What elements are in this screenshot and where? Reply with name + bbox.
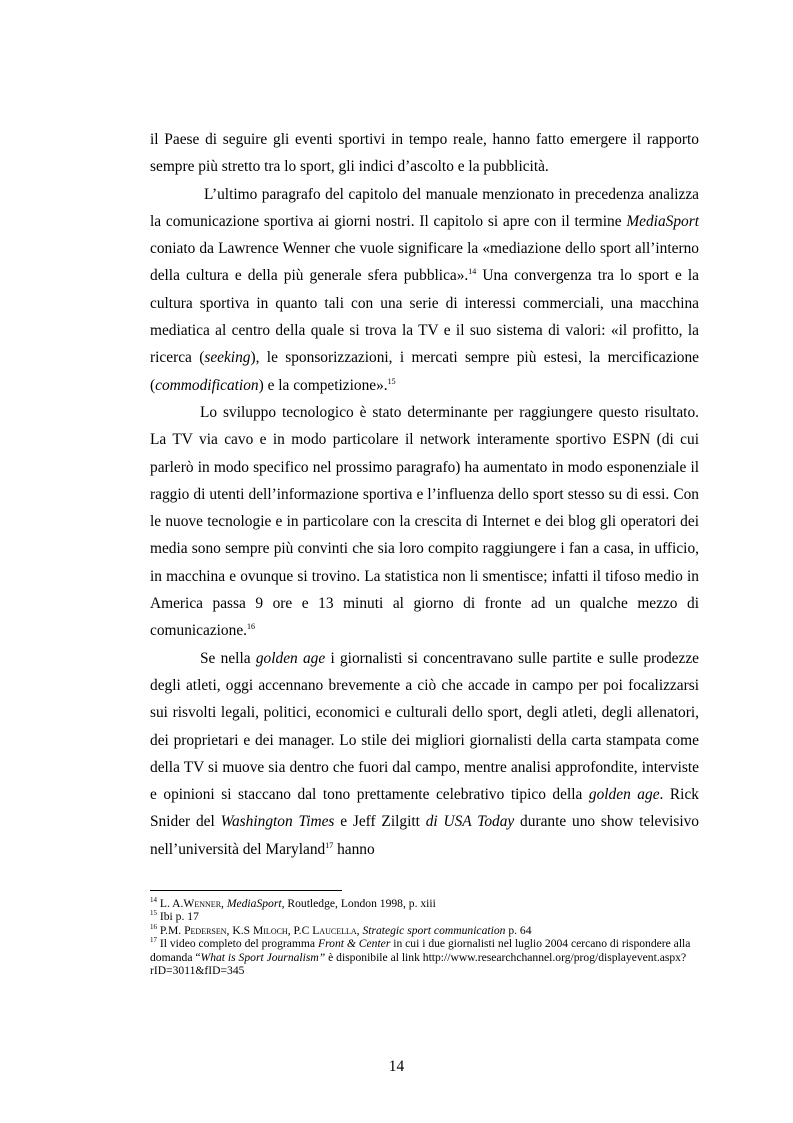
text-run: Routledge, London 1998, p. xiii: [284, 897, 436, 910]
text-run: L. A.: [157, 897, 184, 910]
text-run: P.M.: [157, 923, 185, 937]
text-run: coniato da Lawrence Wenner che vuole significare la «mediazione dello sport all’interno della cultura e della più generale sfera pubblica».: [150, 240, 699, 285]
text-run: , P.C: [287, 923, 313, 937]
text-run: L’ultimo paragrafo del capitolo del manuale menzionato in precedenza analizza la comunicazione sportiva ai giorni nostri. Il capitolo si apre con il termine: [150, 185, 699, 230]
footnote: [150, 924, 699, 937]
italic-text: di USA Today: [425, 813, 515, 831]
text-run: Miloch: [252, 923, 288, 937]
text-run: i giornalisti si concentravano sulle partite e sulle prodezze degli atleti, oggi accennano brevemente a ciò che accade in campo per poi focalizzarsi sui risvolti legali, politici, economici e culturali dello sport, degli atleti, degli allenatori, dei proprietari e dei manager. Lo stile dei migliori giornalisti della carta stampata come della TV si muove sia dentro che fuori dal campo, mentre analisi approfondite, interviste e opinioni si staccano dal tono prettamente celebrativo tipico della: [150, 649, 700, 804]
footnote-ref: 17: [325, 840, 334, 850]
text-run: hanno: [333, 840, 375, 858]
text-run: ), le sponsorizzazioni, i mercati sempre più estesi, la mercificazione (: [150, 349, 700, 394]
text-run: e Jeff Zilgitt: [334, 813, 426, 831]
text-run: ,: [356, 923, 363, 937]
text-run: Pedersen: [184, 923, 227, 937]
italic-text: Strategic sport communication: [362, 923, 506, 937]
footnote-ref: 15: [150, 909, 157, 918]
footnote-ref: 14: [150, 896, 157, 905]
italic-text: commodification: [155, 376, 259, 394]
italic-text: Front & Center: [317, 937, 391, 951]
text-run: p. 64: [505, 923, 532, 937]
text-run: ) e la competizione».: [258, 376, 388, 394]
paragraph: [150, 399, 699, 645]
text-run: Il video completo del programma: [157, 937, 318, 951]
text-run: Una convergenza tra lo sport e la cultura sportiva in quanto tali con una serie di interessi commerciali, una macchina mediatica al centro della quale si trova la TV e il suo sistema di valori: «il profitto, la ricerca (: [150, 267, 699, 367]
text-run: Laucella: [312, 923, 357, 937]
text-run: Wenner: [183, 897, 222, 910]
footnote-ref: 16: [150, 922, 157, 931]
footnote: [150, 897, 699, 910]
italic-text: MediaSport,: [226, 897, 285, 910]
text-run: durante uno show televisivo nell’università del Maryland: [150, 813, 700, 858]
italic-text: MediaSport: [626, 212, 699, 230]
text-run: in cui i due giornalisti nel luglio 2004 cercano di rispondere alla domanda “: [150, 937, 691, 964]
paragraph: [150, 645, 699, 863]
body-text: [150, 126, 699, 863]
footnotes: [150, 897, 699, 977]
footnote-ref: 17: [150, 936, 157, 945]
italic-text: What is Sport Journalism”: [200, 950, 326, 964]
footnote-ref: 16: [247, 622, 256, 632]
italic-text: Washington Times: [220, 813, 335, 831]
footnote-ref: 14: [468, 267, 477, 277]
footnote-ref: 15: [387, 376, 396, 386]
paragraph: [150, 126, 699, 181]
italic-text: seeking: [204, 349, 251, 367]
text-run: il Paese di seguire gli eventi sportivi in tempo reale, hanno fatto emergere il rapporto sempre più stretto tra lo sport, gli indici d’ascolto e la pubblicità.: [150, 131, 699, 176]
text-run: Ibi p. 17: [157, 910, 199, 924]
text-run: Se nella: [200, 649, 256, 667]
italic-text: golden age: [588, 786, 660, 804]
text-run: è disponibile al link http://www.researchchannel.org/prog/displayevent.aspx?rID=3011&fID=345: [150, 950, 687, 978]
page-number: 14: [388, 1058, 405, 1075]
paragraph: [150, 181, 699, 399]
footnote-separator: [150, 890, 342, 891]
footnote: [150, 910, 699, 923]
text-run: Lo sviluppo tecnologico è stato determinante per raggiungere questo risultato. La TV via cavo e in modo particolare il network interamente sportivo ESPN (di cui parlerò in modo specifico nel prossimo paragrafo) ha aumentato in modo esponenziale il raggio di utenti dell’informazione sportiva e l’influenza dello sport stesso su di essi. Con le nuove tecnologie e in particolare con la crescita di Internet e dei blog gli operatori dei media sono sempre più convinti che sia loro compito raggiungere i fan a casa, in ufficio, in macchina e ovunque si trovino. La statistica non li smentisce; infatti il tifoso medio in America passa 9 ore e 13 minuti al giorno di fronte ad un qualche mezzo di comunicazione.: [150, 403, 699, 640]
footnote: [150, 937, 699, 977]
text-run: , K.S: [226, 923, 253, 937]
text-run: . Rick Snider del: [150, 786, 699, 831]
text-run: ,: [221, 897, 227, 910]
italic-text: golden age: [255, 649, 326, 667]
